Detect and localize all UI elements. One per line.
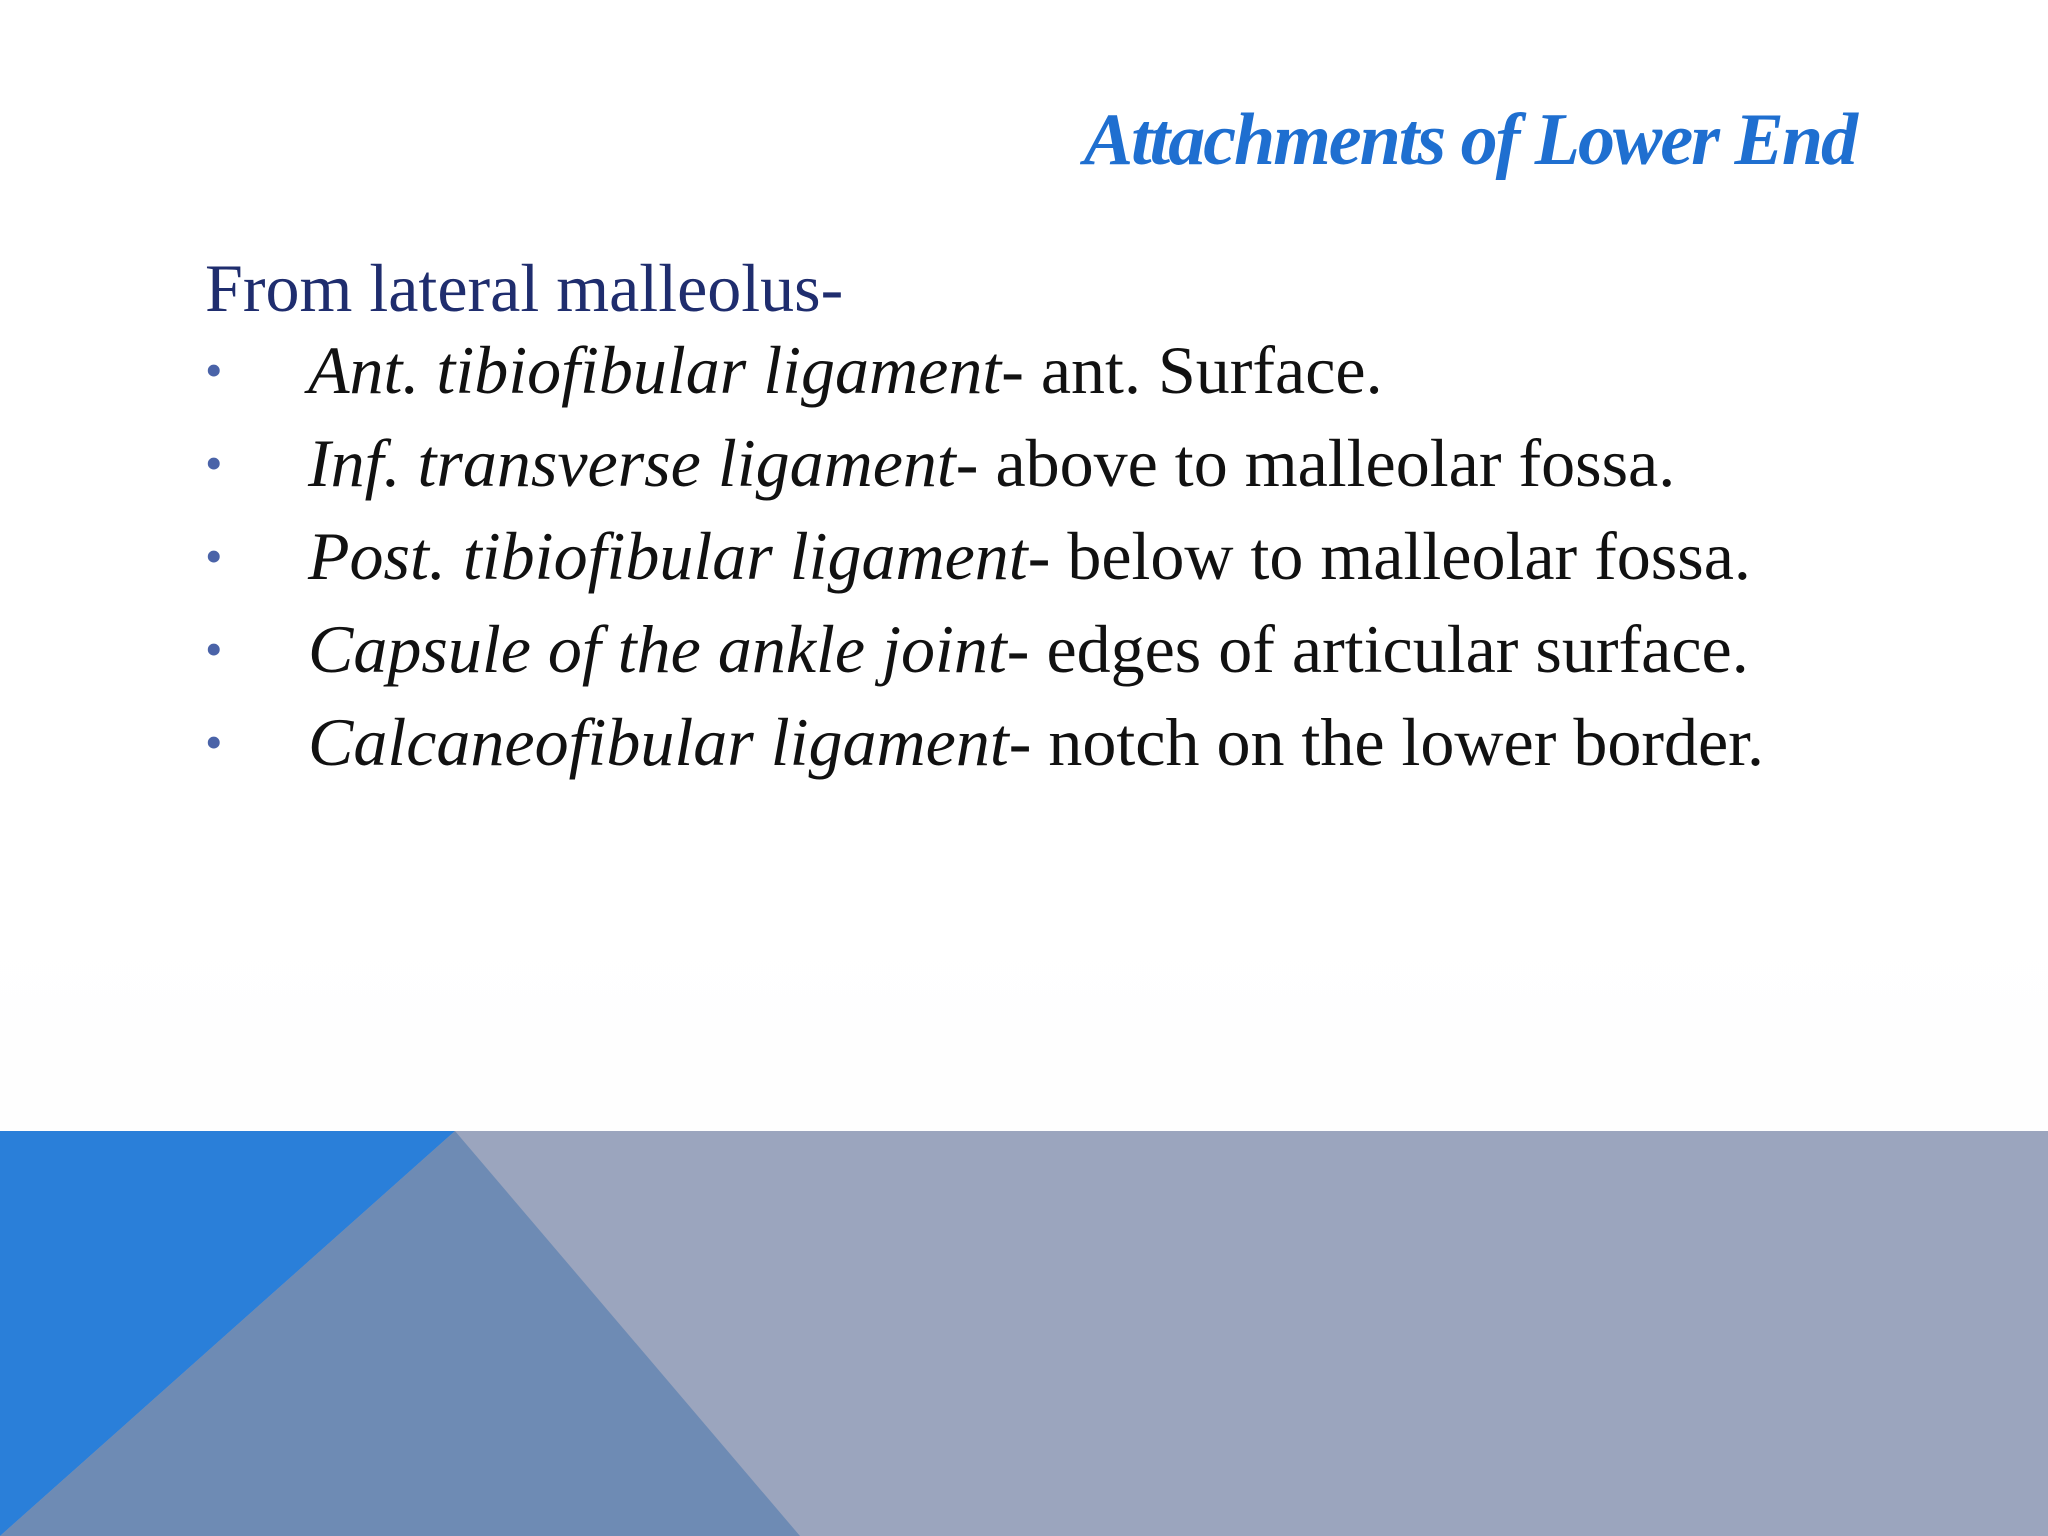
item-term: Post. tibiofibular ligament [308,518,1028,594]
bullet-list [205,332,1845,780]
item-description: - edges of articular surface. [1006,611,1749,687]
slide-body [205,245,1845,800]
list-item [205,611,1845,687]
bullet-icon: • [205,342,223,398]
footer-triangles [0,1131,2048,1536]
intro-heading: From lateral malleolus- [205,250,844,326]
bullet-icon: • [205,714,223,770]
slide-title: Attachments of Lower End [1083,99,1856,181]
item-term: Ant. tibiofibular ligament [308,332,1002,408]
item-description: - above to malleolar fossa. [955,425,1676,501]
list-item [205,704,1845,780]
item-term: Capsule of the ankle joint [308,611,1007,687]
item-description: - below to malleolar fossa. [1027,518,1751,594]
list-item [205,425,1845,501]
item-description: - notch on the lower border. [1008,704,1765,780]
list-item [205,518,1845,594]
bullet-icon: • [205,528,223,584]
item-description: - ant. Surface. [1001,332,1383,408]
bullet-icon: • [205,435,223,491]
bullet-icon: • [205,621,223,677]
list-item [205,332,1845,408]
item-term: Calcaneofibular ligament [308,704,1009,780]
item-term: Inf. transverse ligament [308,425,956,501]
footer-decorative-band [0,1131,2048,1536]
